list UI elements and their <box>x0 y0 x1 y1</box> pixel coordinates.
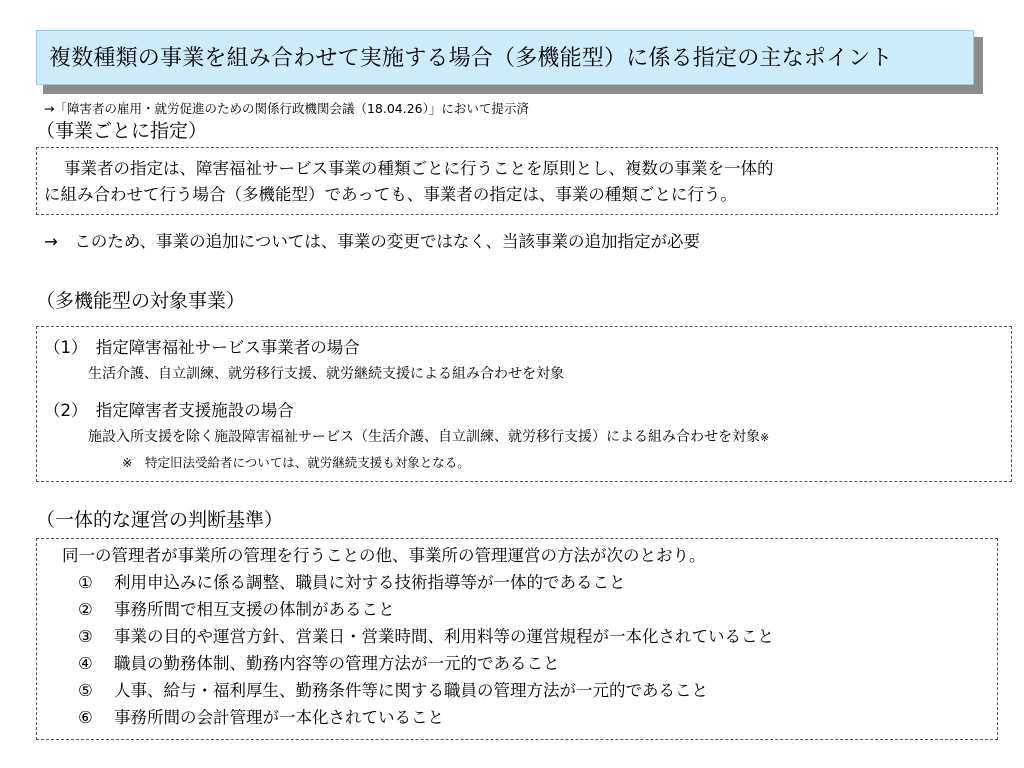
target-item-1-title: （1） 指定障害福祉サービス事業者の場合 <box>44 338 360 357</box>
target-item-2-title: （2） 指定障害者支援施設の場合 <box>44 401 294 420</box>
target-item-2-detail-text: 施設入所支援を除く施設障害福祉サービス（生活介護、自立訓練、就労移行支援）による組み合わせを対象 <box>88 429 760 445</box>
criteria-item-text: 事務所間で相互支援の体制があること <box>114 600 395 619</box>
criteria-item-number: ⑤ <box>78 681 93 700</box>
criteria-item-number: ① <box>78 573 93 592</box>
section-heading-criteria: （一体的な運営の判断基準） <box>36 509 284 531</box>
criteria-item-number: ② <box>78 600 93 619</box>
target-item-2-detail <box>88 428 769 447</box>
page-title: 複数種類の事業を組み合わせて実施する場合（多機能型）に係る指定の主なポイント <box>36 30 974 85</box>
reference-note: →「障害者の雇用・就労促進のための関係行政機関会議（18.04.26）」において提示済 <box>44 101 529 116</box>
criteria-item-number: ⑥ <box>78 708 93 727</box>
criteria-item <box>78 707 444 729</box>
criteria-item-number: ③ <box>78 627 93 646</box>
section-heading-target-services: （多機能型の対象事業） <box>36 290 246 312</box>
section-heading-designation: （事業ごとに指定） <box>36 120 208 142</box>
designation-line-2: に組み合わせて行う場合（多機能型）であっても、事業者の指定は、事業の種類ごとに行う。 <box>44 185 737 204</box>
target-item-1-detail: 生活介護、自立訓練、就労移行支援、就労継続支援による組み合わせを対象 <box>88 366 564 382</box>
target-item-2-note: ※ 特定旧法受給者については、就労継続支援も対象となる。 <box>122 455 470 470</box>
criteria-item-number: ④ <box>78 654 93 673</box>
criteria-intro: 同一の管理者が事業所の管理を行うことの他、事業所の管理運営の方法が次のとおり。 <box>62 546 706 565</box>
designation-arrow-note: → このため、事業の追加については、事業の変更ではなく、当該事業の追加指定が必要 <box>44 232 701 251</box>
designation-line-1: 事業者の指定は、障害福祉サービス事業の種類ごとに行うことを原則とし、複数の事業を一体的 <box>64 159 774 178</box>
criteria-item <box>78 626 774 648</box>
criteria-item-text: 事業の目的や運営方針、営業日・営業時間、利用料等の運営規程が一本化されていること <box>114 627 774 646</box>
criteria-item <box>78 653 560 675</box>
criteria-item-text: 事務所間の会計管理が一本化されていること <box>114 708 444 727</box>
criteria-item-text: 人事、給与・福利厚生、勤務条件等に関する職員の管理方法が一元的であること <box>114 681 708 700</box>
criteria-item-text: 利用申込みに係る調整、職員に対する技術指導等が一体的であること <box>114 573 626 592</box>
criteria-item <box>78 680 708 702</box>
criteria-item <box>78 572 626 594</box>
target-item-2-detail-mark: ※ <box>760 431 770 444</box>
criteria-item <box>78 599 395 621</box>
criteria-item-text: 職員の勤務体制、勤務内容等の管理方法が一元的であること <box>114 654 560 673</box>
